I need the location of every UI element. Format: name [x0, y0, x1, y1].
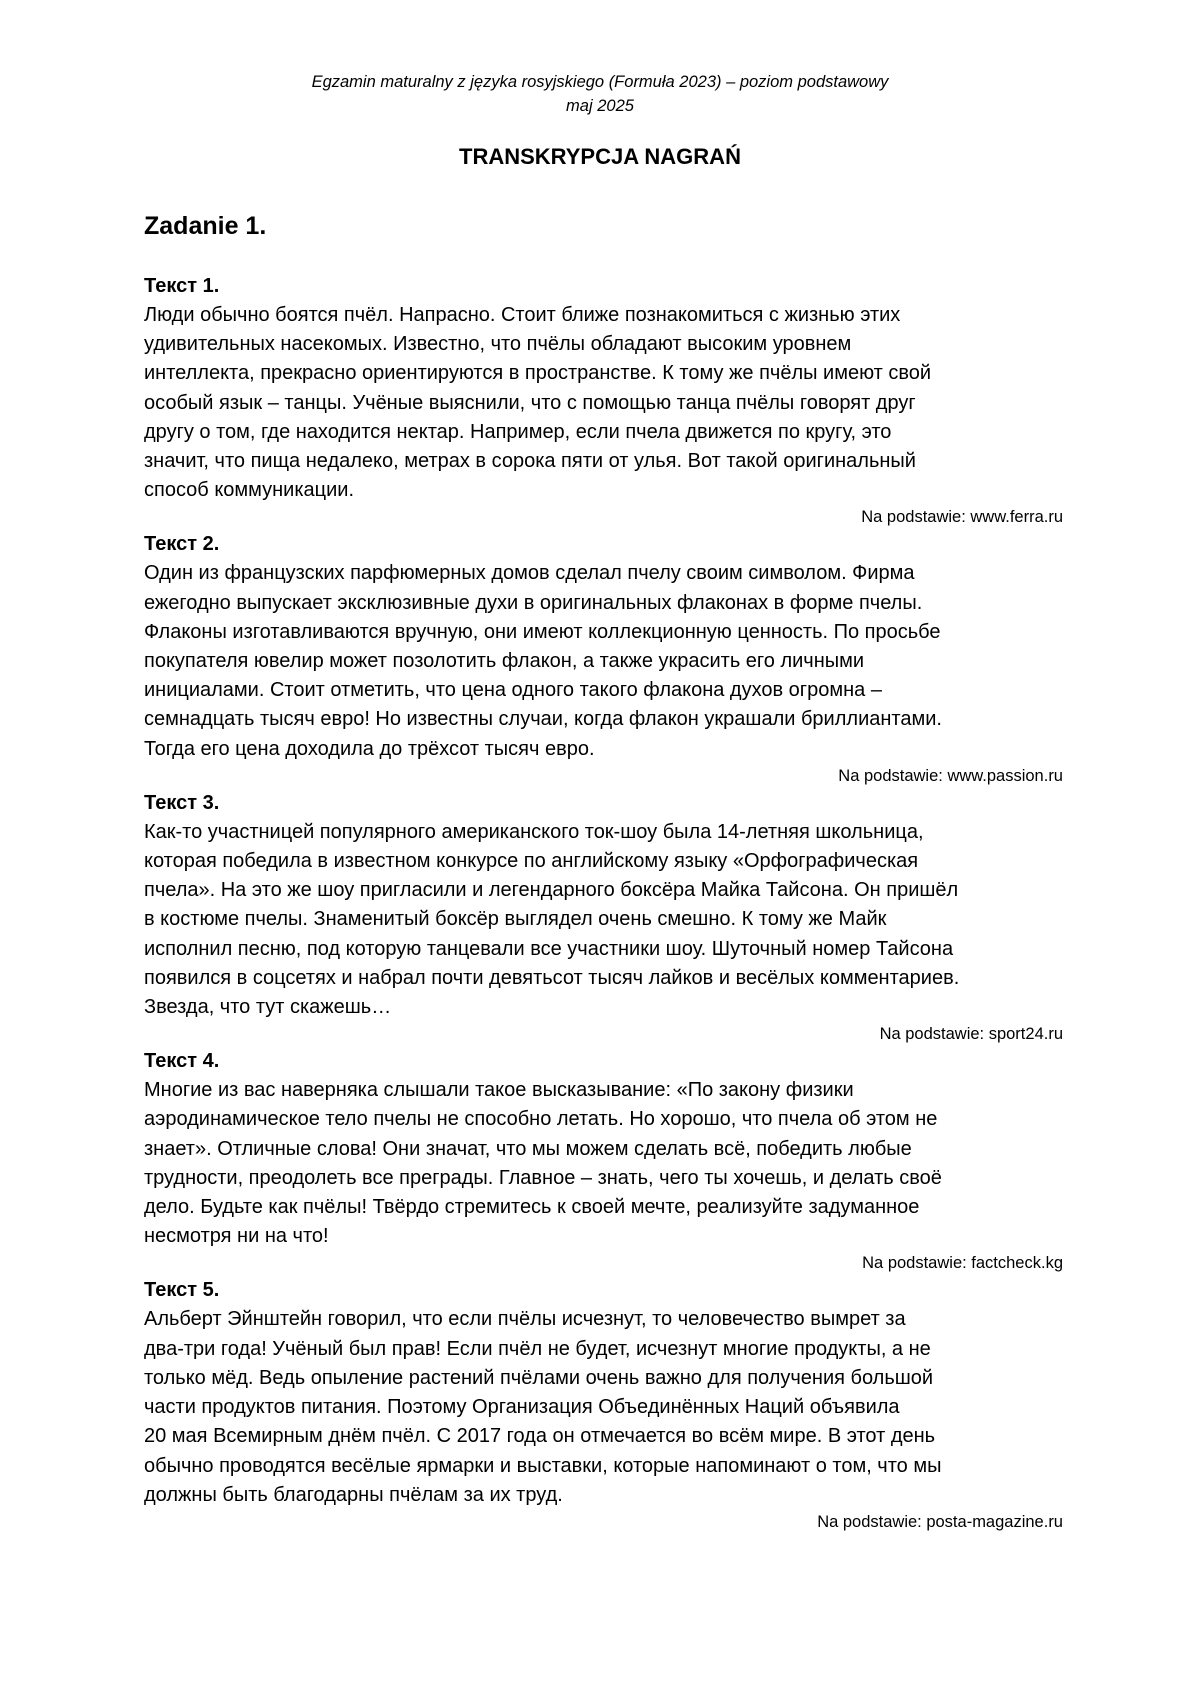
exam-header-title: Egzamin maturalny z języka rosyjskiego (Formuła 2023) – poziom podstawowy	[311, 73, 889, 91]
text-block-3	[144, 789, 1064, 1047]
text-line: Звезда, что тут скажешь…	[144, 996, 392, 1019]
text-line: ежегодно выпускает эксклюзивные духи в оригинальных флаконах в форме пчелы.	[144, 591, 923, 614]
text-line: удивительных насекомых. Известно, что пчёлы обладают высоким уровнем	[144, 333, 852, 356]
text-block-2	[144, 530, 1064, 788]
text-block-5	[144, 1276, 1064, 1534]
text-body	[144, 818, 1064, 1022]
text-line: другу о том, где находится нектар. Например, если пчела движется по кругу, это	[144, 420, 892, 443]
document-title: TRANSKRYPCJA NAGRAŃ	[459, 144, 741, 169]
text-line: пчела». На это же шоу пригласили и легендарного боксёра Майка Тайсона. Он пришёл	[144, 879, 959, 902]
text-line: в костюме пчелы. Знаменитый боксёр выглядел очень смешно. К тому же Майк	[144, 908, 887, 931]
text-line: трудности, преодолеть все преграды. Главное – знать, чего ты хочешь, и делать своё	[144, 1166, 942, 1189]
text-line: аэродинамическое тело пчелы не способно летать. Но хорошо, что пчела об этом не	[144, 1108, 938, 1131]
text-body	[144, 301, 1064, 505]
text-line: Один из французских парфюмерных домов сделал пчелу своим символом. Фирма	[144, 562, 915, 585]
text-body	[144, 1305, 1064, 1509]
exam-header	[0, 70, 1200, 118]
text-line: покупателя ювелир может позолотить флакон, а также украсить его личными	[144, 650, 865, 673]
text-line: интеллекта, прекрасно ориентируются в пространстве. К тому же пчёлы имеют свой	[144, 362, 932, 385]
text-label: Текст 1.	[144, 275, 220, 297]
text-line: инициалами. Стоит отметить, что цена одного такого флакона духов огромна –	[144, 679, 882, 702]
text-line: семнадцать тысяч евро! Но известны случаи, когда флакон украшали бриллиантами.	[144, 708, 942, 731]
text-line: знает». Отличные слова! Они значат, что мы можем сделать всё, победить любые	[144, 1137, 912, 1160]
texts-container	[144, 272, 1064, 1535]
text-line: Как-то участницей популярного американского ток-шоу была 14-летняя школьница,	[144, 820, 924, 843]
text-label: Текст 2.	[144, 533, 220, 556]
text-line: обычно проводятся весёлые ярмарки и выставки, которые напоминают о том, что мы	[144, 1454, 942, 1477]
text-line: Флаконы изготавливаются вручную, они имеют коллекционную ценность. По просьбе	[144, 620, 941, 643]
text-line: должны быть благодарны пчёлам за их труд.	[144, 1483, 563, 1506]
source-citation: Na podstawie: posta-magazine.ru	[817, 1512, 1063, 1531]
text-line: части продуктов питания. Поэтому Организация Объединённых Наций объявила	[144, 1396, 900, 1419]
source-citation: Na podstawie: factcheck.kg	[862, 1254, 1063, 1273]
text-line: Тогда его цена доходила до трёхсот тысяч евро.	[144, 737, 595, 760]
text-line: два-три года! Учёный был прав! Если пчёл не будет, исчезнут многие продукты, а не	[144, 1337, 931, 1360]
task-heading: Zadanie 1.	[144, 212, 267, 240]
text-line: дело. Будьте как пчёлы! Твёрдо стремитесь к своей мечте, реализуйте задуманное	[144, 1196, 920, 1219]
text-line: Люди обычно боятся пчёл. Напрасно. Стоит ближе познакомиться с жизнью этих	[144, 304, 901, 326]
text-body	[144, 559, 1064, 763]
text-label: Текст 5.	[144, 1279, 220, 1302]
text-line: значит, что пища недалеко, метрах в сорока пяти от улья. Вот такой оригинальный	[144, 450, 916, 473]
text-line: Многие из вас наверняка слышали такое высказывание: «По закону физики	[144, 1079, 854, 1102]
source-citation: Na podstawie: www.ferra.ru	[861, 508, 1063, 527]
text-line: исполнил песню, под которую танцевали все участники шоу. Шуточный номер Тайсона	[144, 937, 954, 960]
text-body	[144, 1076, 1064, 1251]
text-block-1	[144, 272, 1064, 530]
text-line: 20 мая Всемирным днём пчёл. С 2017 года он отмечается во всём мире. В этот день	[144, 1425, 936, 1448]
text-line: которая победила в известном конкурсе по английскому языку «Орфографическая	[144, 850, 919, 873]
text-block-4	[144, 1047, 1064, 1276]
source-citation: Na podstawie: www.passion.ru	[838, 766, 1063, 785]
exam-header-date: maj 2025	[566, 97, 634, 115]
text-line: способ коммуникации.	[144, 479, 355, 502]
text-label: Текст 4.	[144, 1050, 220, 1073]
text-line: только мёд. Ведь опыление растений пчёлами очень важно для получения большой	[144, 1366, 934, 1389]
text-line: Альберт Эйнштейн говорил, что если пчёлы исчезнут, то человечество вымрет за	[144, 1308, 906, 1331]
text-line: особый язык – танцы. Учёные выяснили, что с помощью танца пчёлы говорят друг	[144, 391, 916, 414]
text-line: появился в соцсетях и набрал почти девятьсот тысяч лайков и весёлых комментариев.	[144, 966, 960, 989]
text-label: Текст 3.	[144, 791, 220, 814]
text-line: несмотря ни на что!	[144, 1225, 329, 1248]
source-citation: Na podstawie: sport24.ru	[879, 1025, 1063, 1044]
